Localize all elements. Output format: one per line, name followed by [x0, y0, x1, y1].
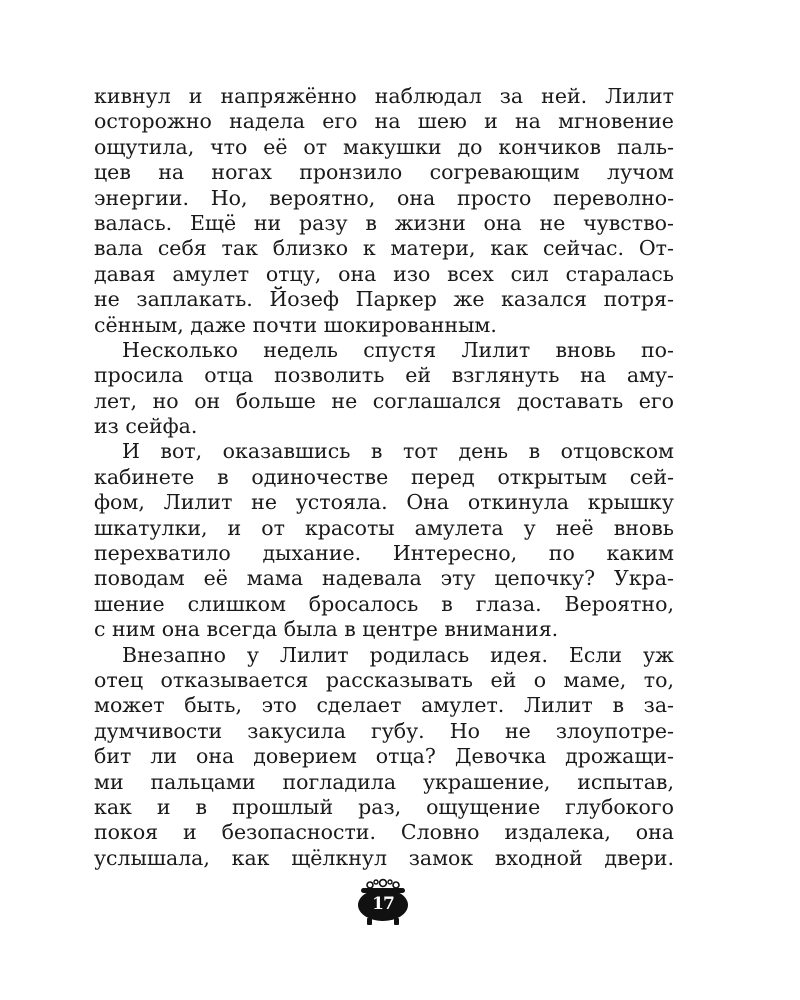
word: и: [183, 820, 197, 845]
word: у: [523, 515, 536, 540]
word: и: [156, 794, 171, 819]
word: она: [483, 210, 522, 235]
word: что: [210, 134, 248, 159]
word: ей: [405, 363, 431, 388]
word: по: [548, 541, 575, 566]
word: идея.: [490, 642, 549, 667]
word: глаза.: [475, 591, 542, 616]
word: разу: [299, 210, 348, 235]
text-line: сённым, даже почти шокированным.: [94, 312, 497, 337]
word: не: [251, 490, 277, 515]
word: давая: [94, 261, 156, 286]
word: кончиков: [498, 134, 602, 159]
word: в: [528, 439, 541, 464]
word: каким: [606, 541, 674, 566]
word: паль-: [616, 134, 674, 159]
word: осторожно: [94, 109, 212, 134]
word: испытав,: [577, 769, 674, 794]
text-line: из сейфа.: [94, 414, 198, 439]
word: наблюдал: [374, 84, 482, 108]
word: губу.: [370, 718, 425, 743]
word: макушки: [343, 134, 442, 159]
word: старалась: [565, 261, 674, 286]
text-line: [94, 516, 674, 541]
word: фом,: [94, 490, 145, 515]
word: отцовском: [560, 439, 674, 464]
word: Интересно,: [392, 541, 518, 566]
word: От-: [638, 236, 674, 261]
word: и: [484, 109, 498, 134]
word: это: [261, 693, 297, 718]
word: рассказывать: [325, 667, 473, 692]
word: прошлый: [231, 794, 334, 819]
word: он: [194, 388, 221, 413]
text-line: [94, 135, 674, 160]
word: быть,: [184, 693, 242, 718]
word: её: [203, 566, 228, 591]
word: чувство-: [583, 210, 674, 235]
word: в: [365, 210, 377, 235]
word: отказывается: [160, 667, 309, 692]
word: щёлкнул: [291, 845, 387, 870]
word: слишком: [187, 591, 286, 616]
word: как: [94, 794, 132, 819]
word: не: [504, 718, 531, 743]
word: цев: [94, 160, 131, 185]
word: жизни: [394, 210, 466, 235]
word: эту: [440, 566, 476, 591]
word: мама: [246, 566, 304, 591]
word: взглянуть: [451, 363, 560, 388]
word: доверием: [253, 744, 357, 769]
text-line: [94, 211, 674, 236]
word: И: [122, 439, 140, 464]
word: Лилит: [523, 693, 593, 718]
word: то,: [643, 667, 674, 692]
word: замок: [408, 845, 474, 870]
word: аму-: [626, 363, 674, 388]
text-line: [94, 820, 674, 845]
word: безопасности.: [221, 820, 376, 845]
word: думчивости: [94, 718, 223, 743]
word: закусила: [247, 718, 346, 743]
text-line: [94, 236, 674, 261]
word: кивнул: [94, 84, 171, 108]
word: Внезапно: [122, 642, 226, 667]
word: валась.: [94, 210, 173, 235]
word: Йозеф: [269, 287, 339, 312]
text-line: [94, 262, 674, 287]
word: просто: [457, 185, 532, 210]
word: откинула: [467, 490, 569, 515]
word: в: [195, 794, 207, 819]
word: Ещё: [189, 210, 237, 235]
word: бит: [94, 744, 132, 769]
word: казался: [501, 287, 587, 312]
word: погладила: [282, 769, 397, 794]
word: цепочку?: [494, 566, 596, 591]
word: у: [246, 642, 259, 667]
word: сделает: [316, 693, 402, 718]
text-line: [94, 160, 674, 185]
text-line: [94, 719, 674, 744]
word: сил: [510, 261, 549, 286]
word: покоя: [94, 820, 159, 845]
word: на: [158, 160, 185, 185]
word: Лилит: [163, 490, 233, 515]
word: но: [152, 388, 179, 413]
word: Но,: [210, 185, 248, 210]
word: недель: [263, 337, 338, 362]
word: шкатулки,: [94, 515, 208, 540]
text-line: [94, 389, 674, 414]
word: пальцами: [150, 769, 256, 794]
word: Лилит: [605, 84, 674, 108]
word: родилась: [369, 642, 470, 667]
word: изо: [393, 261, 431, 286]
word: вновь: [555, 337, 616, 362]
word: раз,: [358, 794, 402, 819]
word: в: [217, 464, 229, 489]
word: от: [261, 515, 285, 540]
word: за: [499, 84, 524, 108]
word: спустя: [363, 337, 437, 362]
word: крышку: [587, 490, 674, 515]
word: больше: [235, 388, 316, 413]
word: за-: [643, 693, 674, 718]
word: бросалось: [308, 591, 419, 616]
word: амулета: [414, 515, 504, 540]
word: не: [331, 388, 358, 413]
word: от: [303, 134, 328, 159]
word: так: [221, 236, 258, 261]
word: ощутила,: [94, 134, 195, 159]
word: издалека,: [504, 820, 611, 845]
word: отца?: [375, 744, 436, 769]
word: на: [580, 363, 607, 388]
word: на: [514, 109, 541, 134]
word: его: [638, 388, 674, 413]
word: ми: [94, 769, 124, 794]
text-line: [94, 744, 674, 769]
word: вновь: [613, 515, 674, 540]
text-line: [94, 643, 674, 668]
word: услышала,: [94, 845, 210, 870]
word: на: [374, 109, 401, 134]
word: Если: [568, 642, 623, 667]
text-line: [94, 490, 674, 515]
word: ей: [490, 667, 517, 692]
word: оказавшись: [222, 439, 351, 464]
word: входной: [494, 845, 583, 870]
text-line: [94, 795, 674, 820]
word: ощущение: [426, 794, 541, 819]
word: заплакать.: [136, 287, 253, 312]
word: открытым: [497, 464, 607, 489]
word: уж: [643, 642, 674, 667]
text-line: [94, 84, 674, 109]
word: двери.: [604, 845, 674, 870]
text-line: [94, 287, 674, 312]
word: не: [539, 210, 566, 235]
word: пронзило: [299, 160, 403, 185]
word: его: [322, 109, 358, 134]
word: день: [458, 439, 509, 464]
word: перехватило: [94, 541, 231, 566]
word: согревающим: [429, 160, 580, 185]
word: вероятно,: [269, 185, 376, 210]
text-line: [94, 363, 674, 388]
text-line: [94, 338, 674, 363]
word: лучом: [607, 160, 674, 185]
text-line: с ним она всегда была в центре внимания.: [94, 617, 559, 642]
word: просила: [94, 363, 184, 388]
word: она: [338, 261, 377, 286]
text-line: [94, 592, 674, 617]
word: сейчас.: [542, 236, 625, 261]
word: вала: [94, 236, 144, 261]
word: ногах: [211, 160, 272, 185]
word: поводам: [94, 566, 185, 591]
text-line: [94, 465, 674, 490]
word: Она: [406, 490, 450, 515]
word: Лилит: [461, 337, 531, 362]
word: в: [370, 439, 383, 464]
word: о: [533, 667, 547, 692]
word: близко: [272, 236, 349, 261]
word: всех: [447, 261, 494, 286]
word: дыхание.: [262, 541, 362, 566]
word: неё: [555, 515, 594, 540]
word: в: [612, 693, 624, 718]
word: по-: [641, 337, 674, 362]
word: злоупотре-: [555, 718, 674, 743]
word: себя: [157, 236, 207, 261]
word: Но: [449, 718, 480, 743]
word: Лилит: [279, 642, 349, 667]
word: дрожащи-: [565, 744, 674, 769]
text-line: [94, 693, 674, 718]
word: ни: [253, 210, 282, 235]
word: мгновение: [558, 109, 674, 134]
word: отцу,: [265, 261, 322, 286]
word: она: [397, 185, 436, 210]
word: Девочка: [454, 744, 547, 769]
word: лет,: [94, 388, 138, 413]
word: и: [188, 84, 203, 108]
word: доставать: [516, 388, 624, 413]
word: матери,: [390, 236, 476, 261]
word: до: [457, 134, 483, 159]
text-line: [94, 846, 674, 871]
word: не: [94, 287, 120, 312]
word: амулет.: [421, 693, 505, 718]
page-number: 17: [372, 894, 394, 914]
word: соглашался: [372, 388, 502, 413]
word: её: [263, 134, 288, 159]
word: амулет: [172, 261, 250, 286]
word: энергии.: [94, 185, 189, 210]
text-line: [94, 541, 674, 566]
word: Словно: [400, 820, 480, 845]
word: маме,: [563, 667, 627, 692]
word: шение: [94, 591, 165, 616]
word: шею: [417, 109, 467, 134]
word: Укра-: [614, 566, 674, 591]
word: ней.: [541, 84, 588, 108]
word: украшение,: [422, 769, 551, 794]
text-line: [94, 186, 674, 211]
word: отец: [94, 667, 143, 692]
word: перед: [410, 464, 475, 489]
word: позволить: [274, 363, 385, 388]
word: в: [441, 591, 453, 616]
word: потря-: [603, 287, 674, 312]
word: отца: [204, 363, 254, 388]
word: может: [94, 693, 165, 718]
word: Вероятно,: [564, 591, 674, 616]
word: к: [362, 236, 376, 261]
word: тот: [402, 439, 438, 464]
word: Паркер: [355, 287, 437, 312]
word: вот,: [160, 439, 203, 464]
word: надевала: [322, 566, 422, 591]
text-line: [94, 668, 674, 693]
page-number-badge: [356, 878, 410, 926]
word: как: [231, 845, 270, 870]
text-line: [94, 566, 674, 591]
word: она: [196, 744, 235, 769]
word: как: [490, 236, 529, 261]
word: устояла.: [295, 490, 388, 515]
word: Несколько: [122, 337, 238, 362]
body-text: [94, 84, 674, 871]
text-line: [94, 439, 674, 464]
word: красоты: [304, 515, 395, 540]
word: сей-: [629, 464, 674, 489]
text-line: [94, 109, 674, 134]
word: и: [227, 515, 242, 540]
word: переволно-: [553, 185, 674, 210]
word: надела: [229, 109, 305, 134]
word: напряжённо: [220, 84, 357, 108]
word: ли: [150, 744, 178, 769]
word: она: [635, 820, 674, 845]
word: кабинете: [94, 464, 195, 489]
word: же: [453, 287, 485, 312]
text-line: [94, 770, 674, 795]
word: одиночестве: [251, 464, 389, 489]
word: глубокого: [565, 794, 674, 819]
